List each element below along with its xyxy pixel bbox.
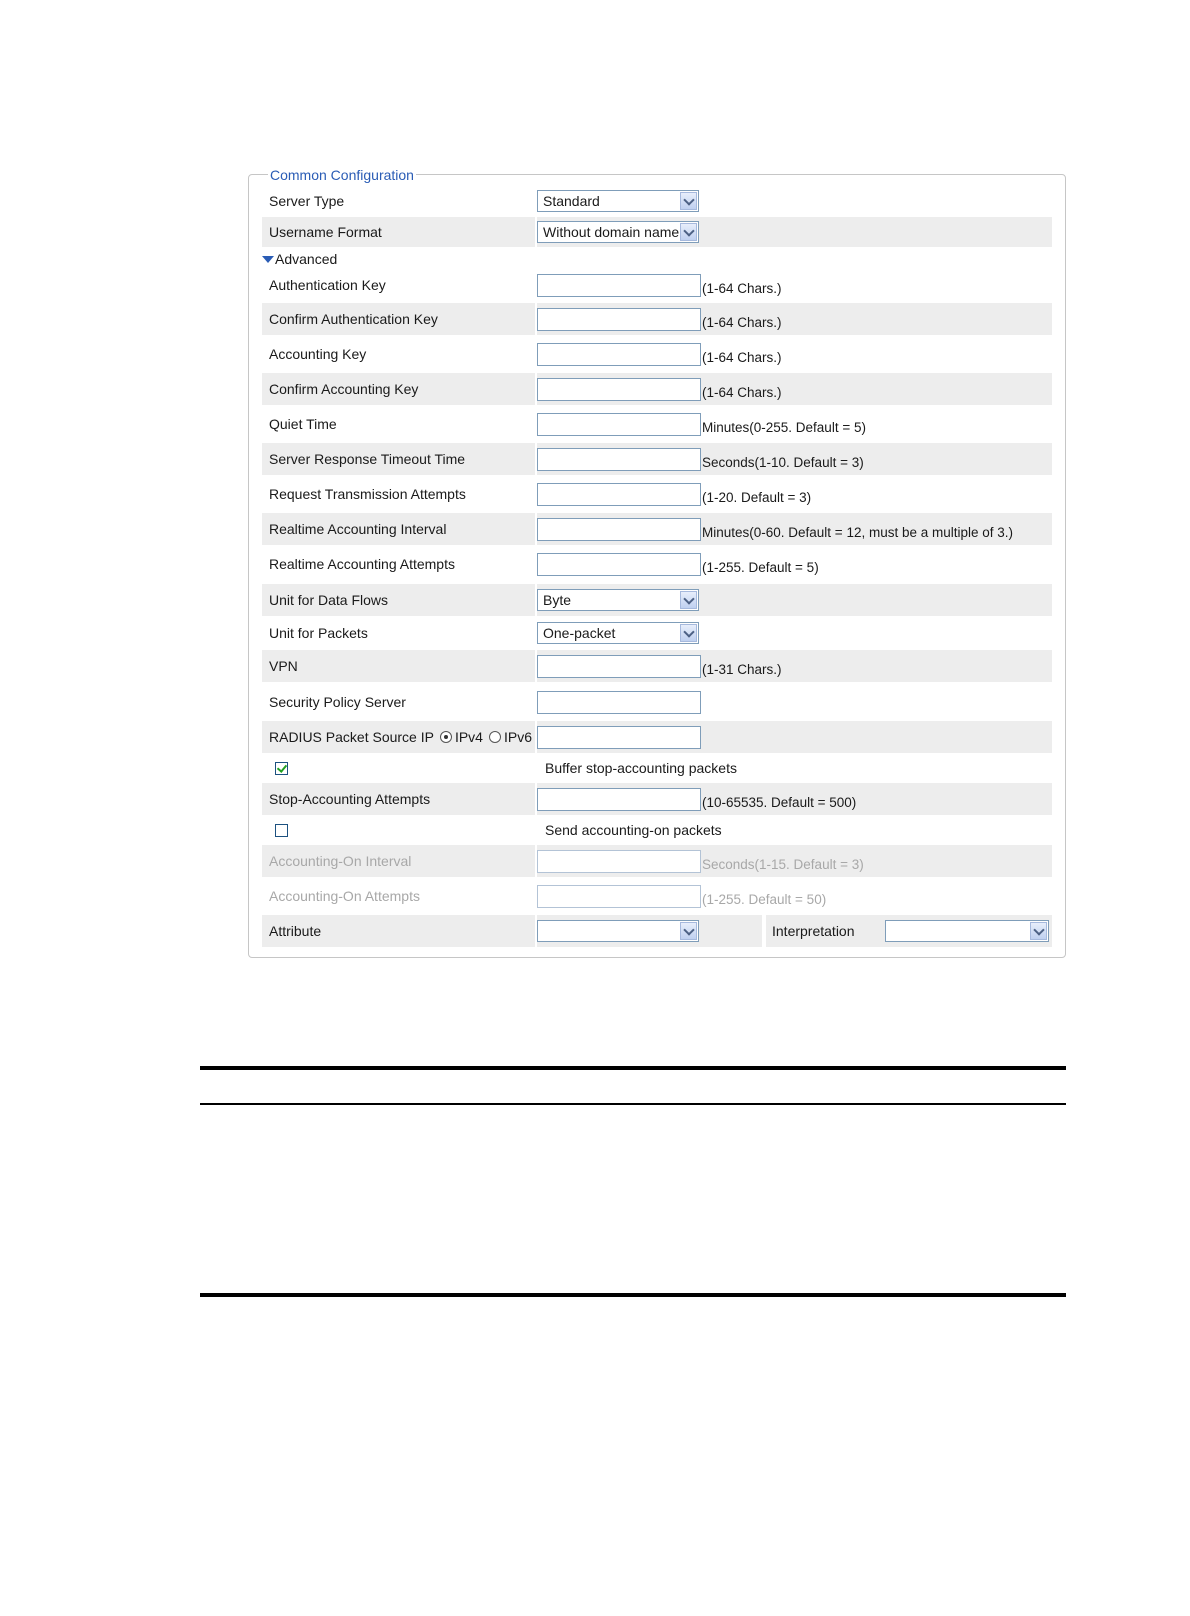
accounting-on-interval-label: Accounting-On Interval <box>269 853 412 869</box>
stop-accounting-attempts-hint: (10-65535. Default = 500) <box>702 794 857 810</box>
quiet-time-input[interactable] <box>537 413 701 436</box>
server-response-timeout-input[interactable] <box>537 448 701 471</box>
row-server-type <box>262 185 1052 217</box>
row-confirm-authentication-key <box>262 303 1052 335</box>
authentication-key-hint: (1-64 Chars.) <box>702 280 782 296</box>
chevron-down-icon <box>680 624 697 642</box>
radius-source-ip-input[interactable] <box>537 726 701 749</box>
accounting-on-attempts-label: Accounting-On Attempts <box>269 888 420 904</box>
confirm-accounting-key-label: Confirm Accounting Key <box>269 381 419 397</box>
row-vpn <box>262 650 1052 682</box>
server-type-select[interactable]: Standard <box>537 190 699 212</box>
username-format-select[interactable]: Without domain name <box>537 221 699 243</box>
row-security-policy-server <box>262 686 1052 718</box>
accounting-on-attempts-hint: (1-255. Default = 50) <box>702 891 827 907</box>
row-unit-packets <box>262 617 1052 649</box>
request-transmission-attempts-input[interactable] <box>537 483 701 506</box>
security-policy-server-input[interactable] <box>537 691 701 714</box>
quiet-time-label: Quiet Time <box>269 416 337 432</box>
unit-data-flows-label: Unit for Data Flows <box>269 592 389 608</box>
quiet-time-hint: Minutes(0-255. Default = 5) <box>702 419 866 435</box>
realtime-accounting-attempts-hint: (1-255. Default = 5) <box>702 559 819 575</box>
vpn-input[interactable] <box>537 655 701 678</box>
row-realtime-accounting-attempts <box>262 548 1052 580</box>
stop-accounting-attempts-label: Stop-Accounting Attempts <box>269 791 431 807</box>
send-accounting-on-checkbox[interactable] <box>275 824 288 837</box>
row-attribute <box>262 915 1052 947</box>
buffer-stop-accounting-checkbox[interactable] <box>275 762 288 775</box>
security-policy-server-label: Security Policy Server <box>269 694 406 710</box>
row-confirm-accounting-key <box>262 373 1052 405</box>
row-request-transmission-attempts <box>262 478 1052 510</box>
accounting-key-hint: (1-64 Chars.) <box>702 349 782 365</box>
chevron-down-icon <box>680 223 697 241</box>
confirm-authentication-key-hint: (1-64 Chars.) <box>702 314 782 330</box>
ipv6-radio[interactable] <box>489 731 501 743</box>
authentication-key-input[interactable] <box>537 274 701 297</box>
row-accounting-on-attempts <box>262 880 1052 912</box>
vpn-hint: (1-31 Chars.) <box>702 661 782 677</box>
row-accounting-key <box>262 338 1052 370</box>
advanced-toggle[interactable] <box>262 250 337 268</box>
buffer-stop-accounting-label: Buffer stop-accounting packets <box>545 760 737 776</box>
request-transmission-attempts-label: Request Transmission Attempts <box>269 486 466 502</box>
row-stop-accounting-attempts <box>262 783 1052 815</box>
row-accounting-on-interval <box>262 845 1052 877</box>
advanced-label: Advanced <box>275 251 338 267</box>
chevron-down-icon <box>1030 922 1047 940</box>
authentication-key-label: Authentication Key <box>269 277 386 293</box>
chevron-down-icon <box>680 922 697 940</box>
realtime-accounting-attempts-label: Realtime Accounting Attempts <box>269 556 455 572</box>
row-quiet-time <box>262 408 1052 440</box>
request-transmission-attempts-hint: (1-20. Default = 3) <box>702 489 812 505</box>
unit-packets-select[interactable]: One-packet <box>537 622 699 644</box>
radius-source-ip-label: RADIUS Packet Source IP <box>269 729 434 745</box>
row-realtime-accounting-interval <box>262 513 1052 545</box>
ipv6-label: IPv6 <box>503 729 532 745</box>
accounting-key-input[interactable] <box>537 343 701 366</box>
username-format-label: Username Format <box>269 224 382 240</box>
table-top-rule <box>200 1066 1066 1070</box>
realtime-accounting-interval-hint: Minutes(0-60. Default = 12, must be a multiple of 3.) <box>702 524 1014 540</box>
triangle-down-icon <box>262 256 274 263</box>
table-header-rule <box>200 1103 1066 1105</box>
ipv4-label: IPv4 <box>454 729 483 745</box>
interpretation-label: Interpretation <box>772 923 855 939</box>
accounting-on-attempts-input[interactable] <box>537 885 701 908</box>
realtime-accounting-interval-label: Realtime Accounting Interval <box>269 521 447 537</box>
vpn-label: VPN <box>269 658 298 674</box>
server-response-timeout-label: Server Response Timeout Time <box>269 451 466 467</box>
row-authentication-key <box>262 269 1052 301</box>
server-response-timeout-hint: Seconds(1-10. Default = 3) <box>702 454 864 470</box>
unit-data-flows-select[interactable]: Byte <box>537 589 699 611</box>
accounting-on-interval-input[interactable] <box>537 850 701 873</box>
send-accounting-on-label: Send accounting-on packets <box>545 822 722 838</box>
row-unit-data-flows <box>262 584 1052 616</box>
confirm-authentication-key-input[interactable] <box>537 308 701 331</box>
attribute-select[interactable] <box>537 920 699 942</box>
section-title: Common Configuration <box>270 167 414 183</box>
chevron-down-icon <box>680 591 697 609</box>
realtime-accounting-attempts-input[interactable] <box>537 553 701 576</box>
row-username-format <box>262 217 1052 247</box>
row-radius-source-ip <box>262 721 1052 753</box>
unit-packets-label: Unit for Packets <box>269 625 368 641</box>
realtime-accounting-interval-input[interactable] <box>537 518 701 541</box>
attribute-label: Attribute <box>269 923 322 939</box>
accounting-key-label: Accounting Key <box>269 346 367 362</box>
row-server-response-timeout <box>262 443 1052 475</box>
confirm-accounting-key-input[interactable] <box>537 378 701 401</box>
table-bottom-rule <box>200 1293 1066 1297</box>
stop-accounting-attempts-input[interactable] <box>537 788 701 811</box>
server-type-label: Server Type <box>269 193 345 209</box>
chevron-down-icon <box>680 192 697 210</box>
accounting-on-interval-hint: Seconds(1-15. Default = 3) <box>702 856 864 872</box>
ipv4-radio[interactable] <box>440 731 452 743</box>
confirm-accounting-key-hint: (1-64 Chars.) <box>702 384 782 400</box>
confirm-authentication-key-label: Confirm Authentication Key <box>269 311 438 327</box>
interpretation-select[interactable] <box>885 920 1049 942</box>
